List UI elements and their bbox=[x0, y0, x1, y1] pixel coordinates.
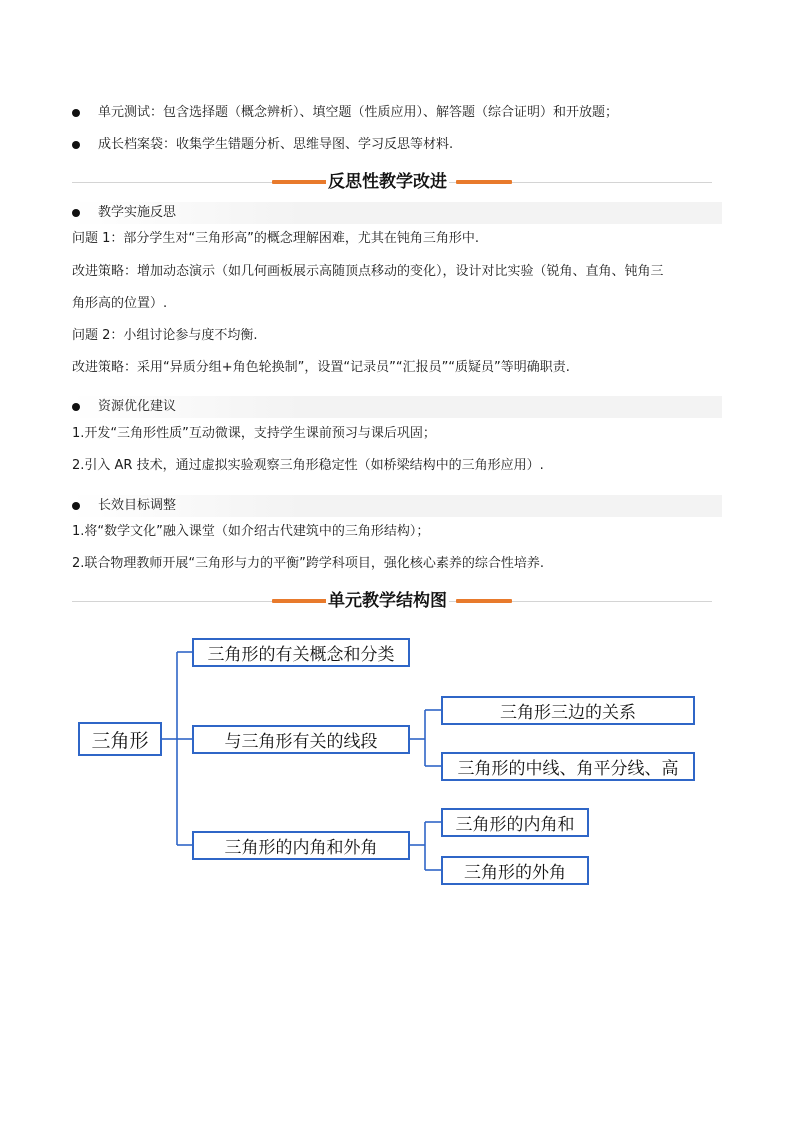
diagram-node-exterior-angle: 三角形的外角 bbox=[441, 856, 589, 885]
longterm-line-2: 2.联合物理教师开展“三角形与力的平衡”跨学科项目，强化核心素养的综合性培养. bbox=[72, 556, 545, 571]
reflect-line-4: 问题 2：小组讨论参与度不均衡. bbox=[72, 328, 258, 343]
subheading-longterm: 长效目标调整 bbox=[98, 498, 177, 513]
reflect-line-3: 角形高的位置）. bbox=[72, 296, 168, 311]
reflect-line-2: 改进策略：增加动态演示（如几何画板展示高随顶点移动的变化），设计对比实验（锐角、直角、钝角三 bbox=[72, 264, 664, 279]
diagram-node-angles: 三角形的内角和外角 bbox=[192, 831, 410, 860]
bullet-unit-test: 单元测试：包含选择题（概念辨析）、填空题（性质应用）、解答题（综合证明）和开放题； bbox=[98, 105, 619, 120]
section-heading-reflection: 反思性教学改进 bbox=[328, 172, 447, 192]
diagram-node-sides-relation: 三角形三边的关系 bbox=[441, 696, 695, 725]
diagram-node-concepts: 三角形的有关概念和分类 bbox=[192, 638, 410, 667]
diagram-node-interior-sum: 三角形的内角和 bbox=[441, 808, 589, 837]
diagram-root-node: 三角形 bbox=[78, 722, 162, 756]
section-heading-structure: 单元教学结构图 bbox=[328, 591, 447, 611]
longterm-line-1: 1.将“数学文化”融入课堂（如介绍古代建筑中的三角形结构）； bbox=[72, 524, 430, 539]
bullet-growth-portfolio: 成长档案袋：收集学生错题分析、思维导图、学习反思等材料. bbox=[98, 137, 454, 152]
diagram-node-median-bisector-altitude: 三角形的中线、角平分线、高 bbox=[441, 752, 695, 781]
resource-line-2: 2.引入 AR 技术，通过虚拟实验观察三角形稳定性（如桥梁结构中的三角形应用）. bbox=[72, 458, 544, 473]
reflect-line-1: 问题 1：部分学生对“三角形高”的概念理解困难，尤其在钝角三角形中. bbox=[72, 231, 480, 246]
subheading-reflect: 教学实施反思 bbox=[98, 205, 177, 220]
reflect-line-5: 改进策略：采用“异质分组+角色轮换制”，设置“记录员”“汇报员”“质疑员”等明确职责. bbox=[72, 360, 570, 375]
diagram-node-segments: 与三角形有关的线段 bbox=[192, 725, 410, 754]
resource-line-1: 1.开发“三角形性质”互动微课，支持学生课前预习与课后巩固； bbox=[72, 426, 436, 441]
subheading-resource: 资源优化建议 bbox=[98, 399, 177, 414]
